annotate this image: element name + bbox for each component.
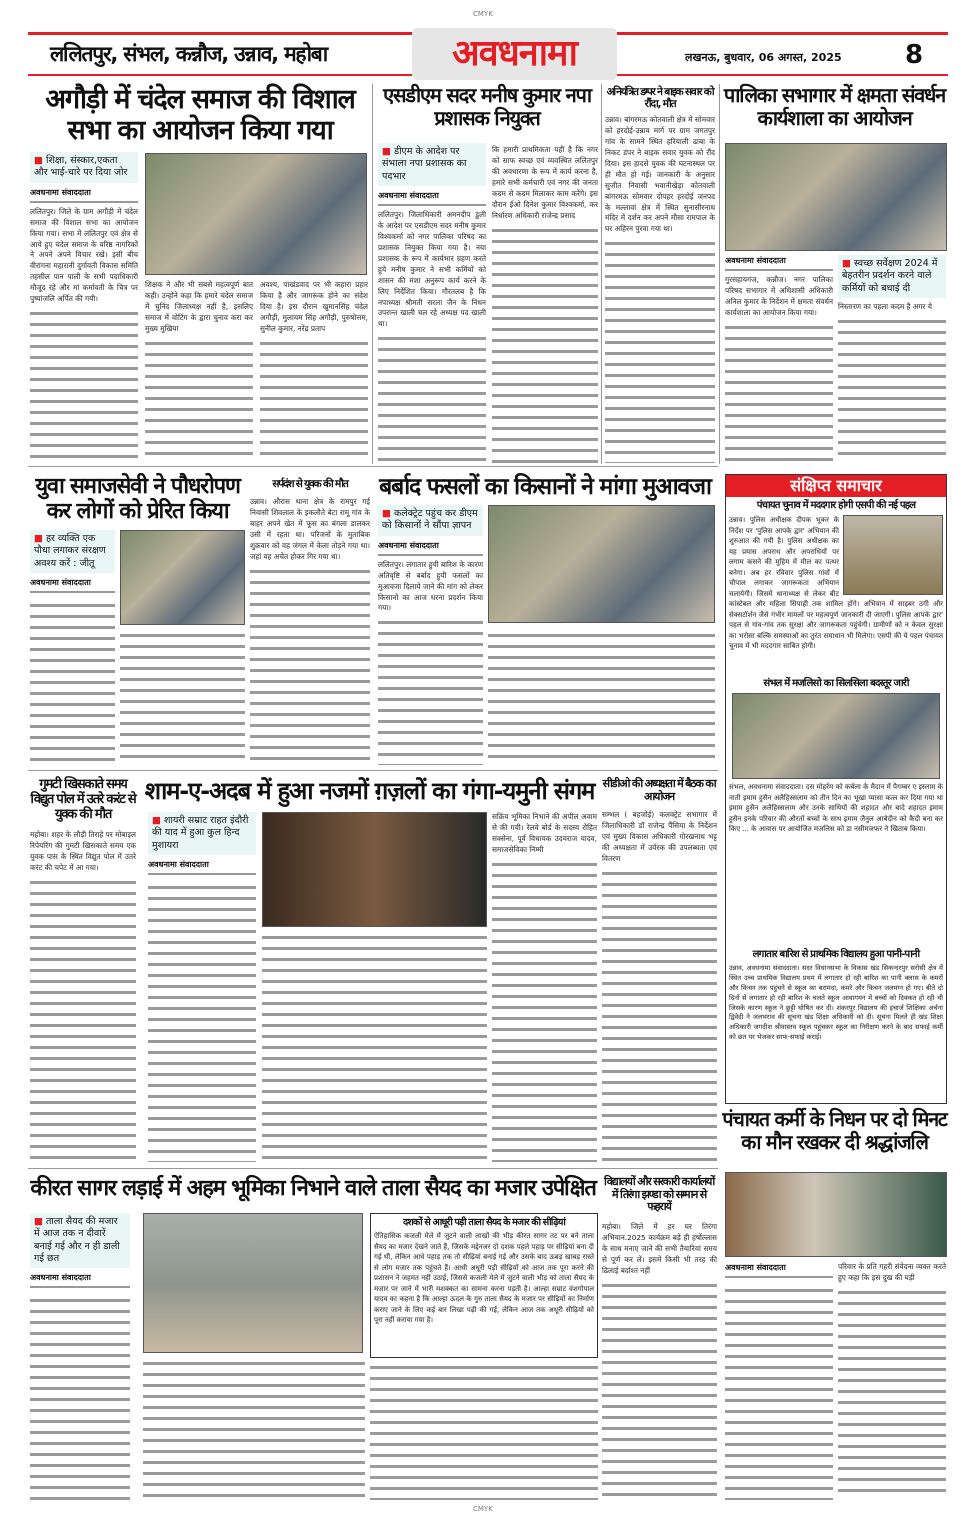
headline-sarpdansh: सर्पदंश से युवक की मौत [272, 478, 348, 490]
article-body: ललितपुर। जिले के ग्राम अगौड़ी में चंदेल समाज की विशाल सभा का आयोजन किया गया। सभा में ललितपुर एवं क्षेत्र से आये हुए चंदेल समाज के वरिष्ठ नागरिकों ने अपने अपने विचार रखे। इसी बीच वीरांगना महारानी दुर्गावती विकास समिति तहसील पान पाली के सभी पदाधिकारी मौजूद रहे और मां कर्मावती के चित्र पर पुष्पांजलि अर्पित की गयी। [30, 206, 138, 304]
text-column [602, 868, 717, 1162]
text-column [378, 333, 486, 463]
divider [28, 770, 718, 771]
text-column [260, 338, 368, 462]
article-body: अवश्य, पाखंडवाद पर भी कहारा प्रहार किया है और जागरूक होने का संदेश दिया है। इस दौरान खुमानसिंह चंदेल अगौड़ी, मुलायम सिंह अगौड़ी, पुरुषोत्तम, सुनील कुमार, नरेंद्र प्रताप [260, 280, 368, 333]
cmyk-mark: CMYK [473, 10, 493, 18]
photo-shraddhanjali [725, 1172, 947, 1257]
article-column [492, 812, 597, 1162]
divider [28, 466, 718, 467]
text-column [492, 859, 597, 1162]
brief-news-title: संक्षिप्त समाचार [726, 475, 946, 497]
box-headline: दशकों से आधूरी पड़ी ताला सैयद के मजार की सीढ़ियां [402, 1217, 566, 1228]
article-body: शिक्षक ने और भी सबसे महत्वपूर्ण बात कही। उन्होंने कहा कि हमारे चंदेल समाज में चुनिंद जिलाध्यक्ष नहीं है, इसलिए समाज में वोटिंग के द्वारा चुनाव करा कर मुख्य मुखिया [145, 280, 253, 333]
headline-tala-saiyad: कीरत सागर लड़ाई में अहम भूमिका निभाने वाले ताला सैयद का मजार उपेक्षित [30, 1176, 596, 1201]
text-column [605, 238, 715, 463]
divider [372, 84, 373, 464]
article-body: सम्भल ( बहजोई) कलक्ट्रेट सभागार में जिलाधिकारी डॉ राजेन्द्र पैंसिया के निर्देशन एवं मुख्य विकास अधिकारी गोरखनाथ भट्ट की अध्यक्षता में उर्वरक की उपलब्धता एवं वितरण [602, 810, 717, 863]
photo-mushaira [262, 812, 487, 927]
brief-headline: पंचायत चुनाव में मददगार होगी एसपी की नई पहल [756, 500, 916, 511]
cmyk-mark-bottom: CMYK [473, 1505, 493, 1513]
byline: अवधनामा संवाददाता [725, 1262, 833, 1278]
byline: अवधनामा संवाददाता [30, 1272, 130, 1288]
text-column [488, 630, 715, 765]
article-body: निस्तारण का पहला कदम है अगर ये [838, 302, 932, 312]
divider [719, 84, 720, 464]
subhead: ■ डीएम के आदेश पर संभाला नपा प्रशासक का पदभार [378, 143, 486, 186]
headline-mubawja: बर्बाद फसलों का किसानों ने मांगा मुआवजा [379, 474, 711, 500]
article-body: ललितपुर। जिलाधिकारी अमनदीप डुली के आदेश पर एसडीएम सदर मनीष कुमार विश्वकर्मा को नगर पालिका परिषद का प्रशासक नियुक्त किया गया है। नया प्रशासक के रूप में कार्यभार ग्रहण करते हुये मनीष कुमार ने सभी कर्मियों को शासन की मंशा अनुरूप कार्य करने के लिए निर्देशित किया। गौरतलब है कि नपाध्यक्ष श्रीमती सरला जैन के निधन उपरान्त खाली चल रहे अध्यक्ष पद खाली था। [378, 210, 486, 329]
subhead: ■ शायरी सम्राट राहत इंदौरी की याद में हुआ कुल हिन्द मुशायरा [148, 812, 256, 855]
box-body: ऐतिहासिक कजली मेले में जुटने वाली लाखों की भीड़ कीरत सागर तट पर बने ताला सैयद का मजार देखने जाते हैं, जिसके मद्देनजर दो दशक पहले पहाड़ पर सीढ़ियां बना दी गई थी, लेकिन आधे पहाड़ तक तो सीढ़ियां बनाई गई और उसके बाद ऊबड़ खाबड़ रास्ते से लोग मजार तक पहुंचते हैं। आधी अधूरी पड़ी सीढ़ियों को आज तक पूरा करने की प्रशासन ने जहमत नहीं उठाई, जिससे कजली मेले में जुटने वाली भीड़ को ताला सैयद के मजार पर जाने में भारी मशक्कत का सामना करना पड़ती है। आल्हा सम्राट वंशगोपाल यादव का कहना है कि आल्हा ऊदल के गुरु ताला सैयद के मजार पर सीढ़ियों का निर्माण कराए जाने के लिए कई बार लिखा पढ़ी की गई, लेकिन आज तक अधूरी सीढ़ियों को पूरा नहीं कराया गया है। [374, 1232, 594, 1325]
text-column [120, 630, 245, 765]
text-column [725, 1285, 833, 1500]
headline-dumper: अनियंत्रित डम्पर ने बाइक सवार को रौंदा, मौत [606, 86, 714, 111]
text-column [602, 1280, 717, 1500]
brief-headline: लगातार बारिश से प्राथमिक विद्यालय हुआ पानी-पानी [752, 949, 920, 960]
article-body: सक्रिय भूमिका निभाने की अपील अवाम से की गयी। रेलवे बोर्ड के सदस्य रोहित सक्सेना, पूर्व विधायक उदयराज यादव, समाजसेविका निम्मी [492, 812, 597, 854]
byline: अवधनामा संवाददाता [148, 859, 256, 875]
photo-karyashala [725, 143, 947, 251]
brief-headline: संभल में मजलिसो का सिलसिला बदस्तूर जारी [763, 678, 909, 689]
byline: अवधनामा संवाददाता [30, 577, 115, 593]
photo-chandel-sabha [145, 153, 367, 275]
byline: अवधनामा संवाददाता [378, 190, 486, 206]
article-column [30, 152, 138, 462]
text-column [492, 225, 598, 463]
byline: अवधनामा संवाददाता [30, 187, 138, 203]
byline: अवधनामा संवाददाता [725, 255, 833, 271]
headline-gumti: गुमटी खिसकाते समय विद्युत पोल में उतरे करंट से युवक की मौत [30, 777, 136, 822]
text-column [725, 322, 833, 463]
article-column [602, 1222, 717, 1500]
brief-news-box [725, 474, 947, 1104]
headline-panchayat-karmi: पंचायत कर्मी के निधन पर दो मिनट का मौन रखकर दी श्रद्धांजलि [722, 1107, 947, 1154]
headline-sdm: एसडीएम सदर मनीष कुमार नपा प्रशासक नियुक्त [383, 83, 591, 130]
article-column [725, 1262, 833, 1500]
text-column [378, 617, 483, 765]
article-body: उन्नाव। बांगरमऊ कोतवाली क्षेत्र में सोमवार को हरदोई-उन्नाव मार्ग पर ग्राम जगतपुर गांव के सामने स्थित हरियाली ढाबा के निकट डंपर ने बाइक सवार युवक को रौंद दिया। इस हादसे युवक की घटनास्थल पर ही मौत हो गई। जानकारी के अनुसार सुजीत निवासी भवानीखेड़ा कोतवाली बांगरमऊ सोमवार दोपहर हरदोई जनपद के मल्लावां क्षेत्र में स्थित सुनासीरनाथ मंदिर में दर्शन कर अपने मौसा रामपाल के घर अहिरन पुरवा गया था। [605, 115, 715, 234]
article-body: उन्नाव। औरास थाना क्षेत्र के रामपुर गई निवासी शिवलाल के इकलौते बेटा रामू गांव के बाहर अपने खेत में फूस का बंगला डालकर उसी में रहता था। परिजनों के मुताबिक शुक्रवार को वह जंगल में केला तोड़ने गया था। जहां वह अचेत होकर गिर गया था। [250, 497, 370, 561]
article-body: गुरसहायगंज, कन्नौज। नगर पालिका परिषद सभागार में अधिशासी अधिकारी अनिल कुमार के निर्देशन में क्षमता संवर्धन कार्यशाला का आयोजन किया गया। [725, 275, 833, 317]
divider [28, 1168, 718, 1169]
text-column [30, 308, 138, 462]
text-column [370, 1362, 598, 1500]
article-column [725, 255, 833, 463]
byline: अवधनामा संवाददाता [378, 540, 483, 556]
article-column [148, 812, 256, 1162]
headline-palika: पालिका सभागार में क्षमता संवर्धन कार्यशाला का आयोजन [723, 83, 946, 130]
section-title: ललितपुर, संभल, कन्नौज, उन्नाव, महोबा [50, 42, 328, 66]
photo-sp [843, 515, 943, 595]
photo-plantation [120, 530, 245, 625]
subhead: ■ स्वच्छ सर्वेक्षण 2024 में बेहतरीन प्रदर्शन करने वाले कर्मियों को बधाई दी [838, 255, 946, 298]
brief-body: उन्नाव। पुलिस अधीक्षक दीपक भूकर के निर्देश पर 'पुलिस आपके द्वार' अभियान की शुरुआत की गयी है। पुलिस अधीक्षक का यह प्रयास अपराध और अपराधियों पर लगाम कसने की मुहिम में मील का पत्थर बनेगा। अब हर रविवार पुलिस गांवों में चौपाल लगाकर जागरूकता अभियान चलायेगी। जिसमें थानाध्यक्ष से लेकर बीट कांस्टेबल और महिला सिपाही तक शामिल होंगे। अभियान में साइबर ठगी और सेक्सटॉर्शन जैसे गंभीर मामलों पर महत्वपूर्ण जानकारी दी जाएगी। पुलिस आपके द्वार' पहल से गांव-गांव तक सुरक्षा और जागरूकता पहुंचेगी। ग्रामीणों को न केवल सुरक्षा का भरोसा बल्कि समस्याओं का तुरंत समाधान भी मिलेगा। एसपी की ये पहल पंचायत चुनाव में भी मददगार साबित होगी। [729, 516, 943, 650]
article-column [838, 1262, 946, 1500]
article-column [250, 497, 370, 765]
article-column [838, 255, 946, 463]
text-column [262, 932, 487, 1162]
headline-paudharopan: युवा समाजसेवी ने पौधरोपण कर लोगों को प्रेरित किया [35, 474, 240, 525]
text-column [30, 877, 136, 1162]
headline-tiranga: विद्यालयों और सरकारी कार्यालयों में तिरंगा झण्डा को सम्मान से फहरायें [603, 1175, 715, 1214]
article-column [145, 280, 253, 462]
article-column [378, 505, 483, 765]
article-column [492, 145, 598, 463]
article-column [605, 115, 715, 463]
brief-body: उन्नाव, अवधनामा संवाददाता। सदर विधानसभा के विकास खंड सिकन्दरपुर सरोसी क्षेत्र में स्थित उच्च प्राथमिक विद्यालय प्रथम में लगातार हो रही बारिश का पानी क्लास के कमरों और किचन तक पहुंचने से स्कूल का बरामदा, कमरे और किचन जलमग्न हो गए। बीते दो दिनों से लगातार हो रही बारिश के चलते स्कूल आवागमन में बच्चों को दिक्कत हो रही थी जिसके कारण स्कूल ने छुट्टी घोषित कर दी। शंकरपुर विद्यालय की इंचार्ज शिक्षिका अर्चना द्विवेदी ने जलभराव की सूचना खंड शिक्षा अधिकारी को दी। सूचना मिलते ही खंड शिक्षा अधिकारी जगदीश श्रीवास्तव स्कूल पहुंचकर स्कूल का निरीक्षण करने के बाद सफाई कर्मी को छत पर भेजकर साफ-सफाई कराई। [729, 964, 943, 1042]
text-column [30, 1295, 130, 1500]
brief-body: संभल, अवधनामा संवाददाता। दस मोहर्रम को कर्बला के मैदान में पैगम्बर ए इस्लाम के नाती इमाम हुसैन अलैहिस्सलाम को तीन दिन का भूखा प्यासा कत्ल कर दिया गया था इमाम हुसैन अलैहिस्सलाम और उनके साथियों की शहादत और बादे शहादत इमाम हुसैन इनके परिवार की औरतों बच्चों के साथ इमाम जैनुल आबेदीन को कैदी बना कर किए ... के आवास पर आयोजित मजलिस को डा नसीमजफर ने खिताब किया। [729, 783, 943, 833]
text-column [250, 566, 370, 765]
article-column [30, 830, 136, 1162]
article-column [378, 143, 486, 463]
text-column [143, 1358, 365, 1500]
article-body: कि हमारी प्राथमिकता यही है कि नगर को साफ स्वच्छ एवं व्यवस्थित ललितपुर की अवधारणा के रूप में कार्य करना है, हमारे सभी कर्मचारी एवं नगर की जनता कदम से कदम मिलाकर काम करेंगे। इस दौरान ईओ दिनेश कुमार विश्वकर्मा, कर निर्धारण अधिकारी राजेन्द्र प्रसाद [492, 145, 598, 220]
text-column [145, 338, 253, 462]
headline-sham-e-adab: शाम-ए-अदब में हुआ नजमों ग़ज़लों का गंगा-यमुनी संगम [144, 777, 595, 805]
brief-item [726, 515, 946, 675]
subhead: ■ हर व्यक्ति एक पौधा लगाकर संरक्षण अवश्य करें : जीतू [30, 530, 115, 573]
text-column [30, 600, 115, 765]
logo: अवधनामा [412, 28, 617, 80]
sidebar-box [370, 1213, 598, 1358]
article-body: परिवार के प्रति गहरी संवेदना व्यक्त करते हुए कहा कि इस दुख की घड़ी [838, 1262, 946, 1282]
text-column [838, 1287, 946, 1500]
page-number: 8 [905, 40, 924, 70]
photo-mazar [143, 1213, 363, 1353]
article-body: महोबा। जिले में हर घर तिरंगा अभियान.2025 कार्यक्रम बड़े ही हर्षोल्लास के साथ मनाए जाने की सभी तैयारियां समय से पूर्ण कर लें। इसमें किसी भी तरह की ढिलाई बर्दाश्त नहीं [602, 1222, 717, 1275]
article-body: महोबा। शहर के लौड़ी तिराहे पर मोबाइल रिपेयरिंग की गुमटी खिसकाते समय एक युवक पास के स्थित विद्युत पोल में उतरे करंट की चपेट में आ गया। [30, 830, 136, 872]
subhead: ■ ताला सैयद की मजार में आज तक न दीवारें बनाई गई और न ही डाली गई छत [30, 1213, 130, 1268]
headline-cdo: सीडीओ की अध्यक्षता में बैठक का आयोजन [602, 777, 716, 803]
text-column [148, 882, 256, 1162]
text-column [838, 316, 946, 463]
subhead: ■ शिक्षा, संस्कार,एकता और भाई-चारे पर दिया जोर [30, 152, 138, 183]
article-column [30, 530, 115, 765]
article-column [260, 280, 368, 462]
dateline: लखनऊ, बुधवार, 06 अगस्त, 2025 [685, 51, 842, 64]
article-column [602, 810, 717, 1162]
article-body: ललितपुर। लगातार हुयी बारिश के कारण अतिवृष्टि से बर्बाद हुयी फसलों का मुआवजा दिलाये जाने की मांग को लेकर किसानों का आज धरना प्रदर्शन किया गया। [378, 559, 483, 613]
subhead: ■ कलेक्ट्रेट पहुंच कर डीएम को किसानों ने सौंपा ज्ञापन [378, 505, 483, 536]
photo-farmers [488, 505, 715, 623]
photo-majlis [732, 693, 940, 779]
divider [601, 84, 602, 464]
article-column [30, 1213, 130, 1500]
headline-agaudi: अगौड़ी में चंदेल समाज की विशाल सभा का आयोजन किया गया [45, 84, 355, 147]
